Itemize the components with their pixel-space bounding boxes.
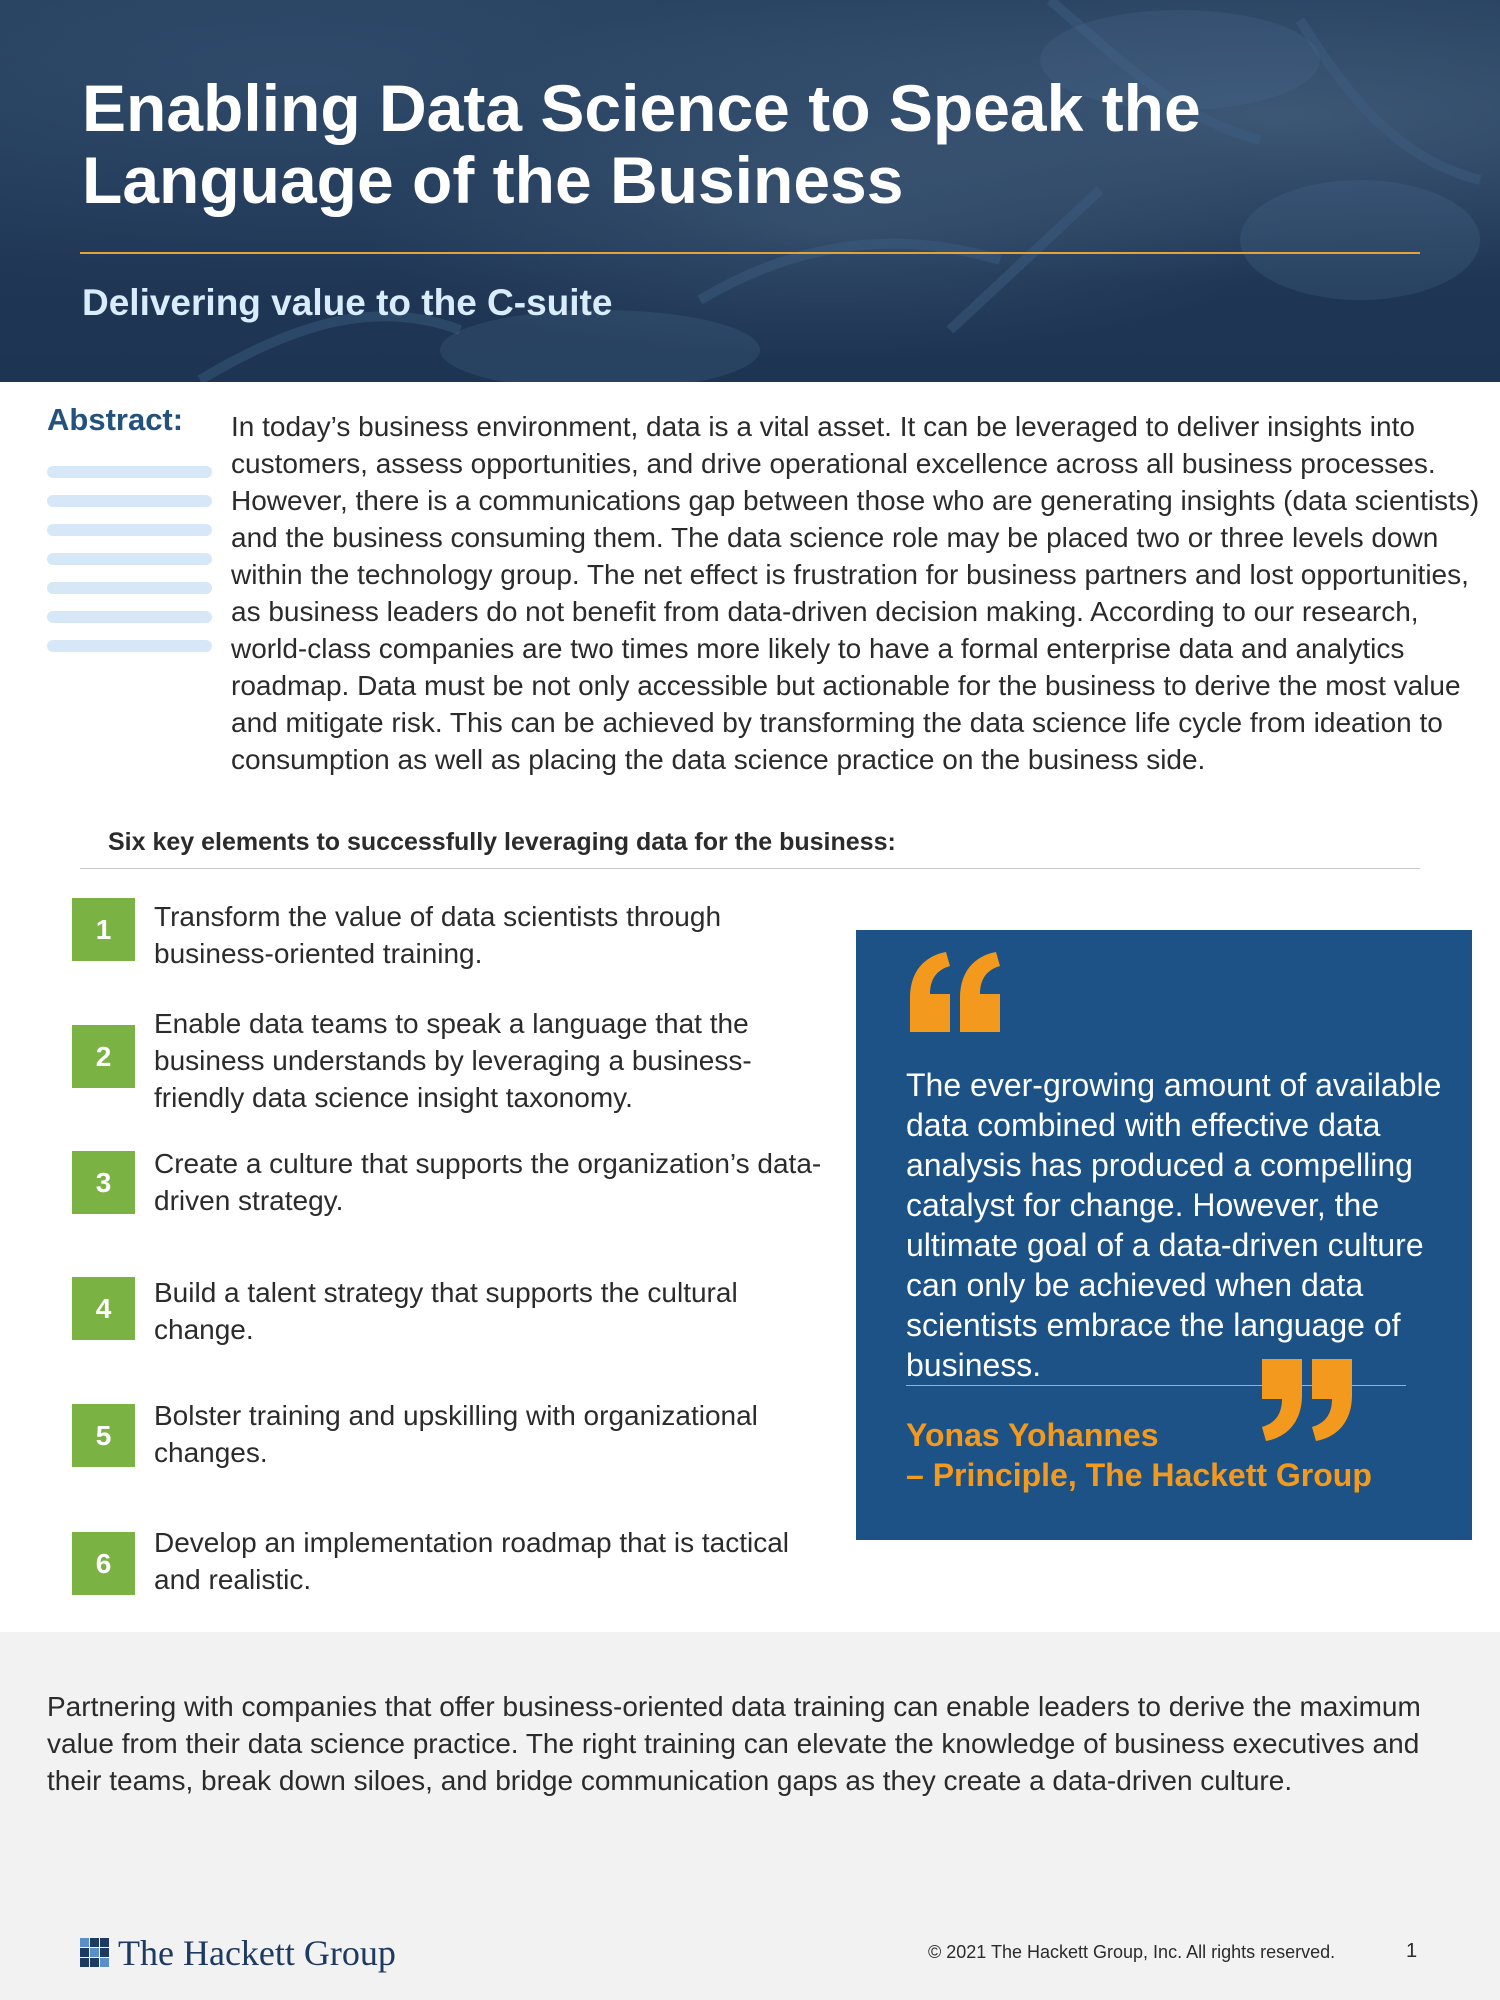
key-element-5 [72,1397,832,1477]
closing-text: Partnering with companies that offer business-oriented data training can enable leaders to derive the maximum value from their data science practice. The right training can elevate the knowledge of business executives and their teams, break down siloes, and bridge communication gaps as they create a data-driven culture. [47,1691,1421,1796]
pull-quote [856,930,1472,1540]
key-element-2 [72,1005,832,1113]
quote-author-role: – Principle, The Hackett Group [906,1457,1372,1493]
quote-text: The ever-growing amount of available data combined with effective data analysis has produced a compelling catalyst for change. However, the ultimate goal of a data-driven culture can only be achieved when data scientists embrace the language of business. [906,1067,1442,1383]
key-elements-divider [80,868,1420,869]
key-element-text: Build a talent strategy that supports the cultural change. [154,1277,738,1345]
page-title: Enabling Data Science to Speak the Language of the Business [82,71,1201,217]
key-element-6 [72,1524,832,1604]
key-element-1 [72,898,832,978]
logo-mark-icon [80,1938,110,1968]
closing-panel [0,1632,1500,2000]
copyright-text: © 2021 The Hackett Group, Inc. All rights reserved. [928,1942,1336,1962]
number-badge: 1 [72,898,135,961]
number-badge: 6 [72,1532,135,1595]
key-element-text: Transform the value of data scientists through business-oriented training. [154,901,722,969]
key-element-text: Create a culture that supports the organization’s data-driven strategy. [154,1148,822,1216]
header-banner [0,0,1500,382]
quote-author-name: Yonas Yohannes [906,1417,1159,1453]
key-element-text: Develop an implementation roadmap that is tactical and realistic. [154,1527,790,1595]
abstract-label: Abstract: [47,402,184,437]
page-number: 1 [1406,1940,1418,1962]
quote-attribution [906,1415,1446,1495]
logo-wordmark: The Hackett Group [118,1933,396,1973]
page-subtitle: Delivering value to the C-suite [82,282,613,323]
key-element-4 [72,1274,832,1354]
number-badge: 3 [72,1151,135,1214]
number-badge: 5 [72,1404,135,1467]
key-element-text: Bolster training and upskilling with organizational changes. [154,1400,758,1468]
key-elements-heading: Six key elements to successfully leveraging data for the business: [108,828,896,856]
key-element-text: Enable data teams to speak a language that the business understands by leveraging a business-friendly data science insight taxonomy. [154,1008,752,1113]
number-badge: 4 [72,1277,135,1340]
abstract-decoration [47,466,212,669]
abstract-text: In today’s business environment, data is a vital asset. It can be leveraged to deliver insights into customers, assess opportunities, and drive operational excellence across all business processes. However, there is a communications gap between those who are generating insights (data scientists) and the business consuming them. The data science role may be placed two or three levels down within the technology group. The net effect is frustration for business partners and lost opportunities, as business leaders do not benefit from data-driven decision making. According to our research, world-class companies are two times more likely to have a formal enterprise data and analytics roadmap. Data must be not only accessible but actionable for the business to derive the most value and mitigate risk. This can be achieved by transforming the data science life cycle from ideation to consumption as well as placing the data science practice on the business side. [231,411,1480,775]
title-divider [80,252,1420,254]
open-quote-icon [906,950,1006,1040]
key-element-3 [72,1145,832,1225]
number-badge: 2 [72,1025,135,1088]
